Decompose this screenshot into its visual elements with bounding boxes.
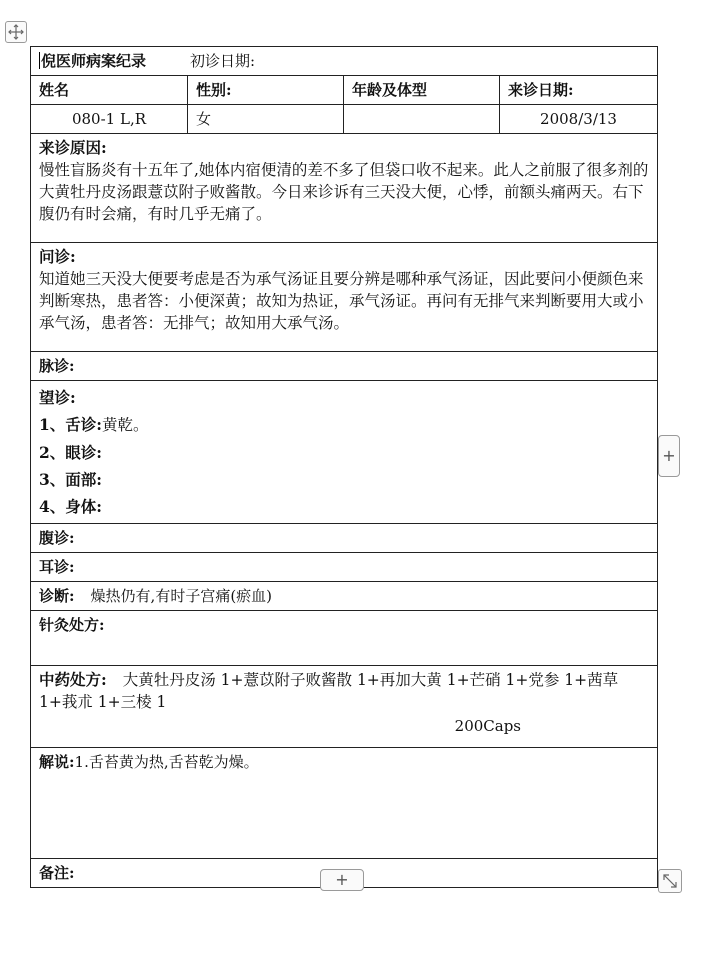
acupuncture-cell[interactable] [31, 611, 658, 666]
inquiry-row [31, 243, 658, 352]
reason-text: 慢性盲肠炎有十五年了,她体内宿便清的差不多了但袋口收不起来。此人之前服了很多剂的大黄牡丹皮汤跟薏苡附子败酱散。今日来诊诉有三天没大便，心悸，前额头痛两天。右下腹仍有时会痛，有时几乎无痛了。 [39, 161, 649, 223]
ear-cell[interactable] [31, 553, 658, 582]
name-header[interactable]: 姓名 [31, 76, 188, 105]
abdomen-label: 腹诊: [39, 529, 75, 547]
notes-label: 备注: [39, 864, 75, 882]
abdomen-cell[interactable] [31, 524, 658, 553]
reason-row [31, 134, 658, 243]
table-resize-handle[interactable] [658, 869, 682, 893]
herbal-cell[interactable] [31, 666, 658, 748]
acupuncture-row [31, 611, 658, 666]
inquiry-cell[interactable] [31, 243, 658, 352]
reason-label: 来诊原因: [39, 138, 107, 157]
inquiry-text: 知道她三天没大便要考虑是否为承气汤证且要分辨是哪种承气汤证，因此要问小便颜色来判断寒热，患者答：小便深黄；故知为热证，承气汤证。再问有无排气来判断要用大或小承气汤，患者答：无排气；故知用大承气汤。 [39, 270, 644, 332]
record-title: 倪医师病案纪录 [41, 52, 147, 70]
patient-name-cell[interactable]: 080-1 L,R [31, 105, 188, 134]
eye-label: 2、眼诊: [39, 443, 103, 462]
tongue-value: 黄乾。 [102, 416, 149, 434]
medical-record-table [30, 46, 658, 888]
ear-row [31, 553, 658, 582]
gender-header[interactable]: 性别: [188, 76, 344, 105]
ear-label: 耳诊: [39, 558, 75, 576]
diagnosis-row [31, 582, 658, 611]
explanation-text: 1.舌苔黄为热,舌苔乾为燥。 [74, 753, 259, 771]
tongue-label: 1、舌诊: [39, 415, 103, 434]
text-cursor [39, 52, 40, 69]
herbal-text: 大黄牡丹皮汤 1+薏苡附子败酱散 1+再加大黄 1+芒硝 1+党参 1+茜草 1+莪朮 1+三棱 1 [39, 671, 619, 711]
diagnosis-label: 诊断: [39, 587, 75, 605]
header-row [31, 76, 658, 105]
explanation-label: 解说: [39, 753, 75, 771]
plus-icon: + [662, 446, 676, 465]
move-cross-arrows-icon [6, 22, 26, 42]
title-row [31, 47, 658, 76]
acupuncture-label: 针灸处方: [39, 616, 105, 634]
pulse-label: 脉诊: [39, 357, 75, 375]
table-move-handle[interactable] [5, 21, 27, 43]
inquiry-label: 问诊: [39, 247, 76, 266]
patient-visit-date-cell[interactable]: 2008/3/13 [500, 105, 658, 134]
herbal-dosage: 200Caps [454, 717, 522, 735]
observation-label: 望诊: [39, 388, 76, 407]
visit-date-header[interactable]: 来诊日期: [500, 76, 658, 105]
resize-diagonal-arrows-icon [659, 870, 681, 892]
title-cell[interactable] [31, 47, 658, 76]
patient-row [31, 105, 658, 134]
plus-icon: + [335, 870, 349, 889]
add-column-button[interactable] [658, 435, 680, 477]
explanation-row [31, 748, 658, 859]
patient-age-body-cell[interactable] [344, 105, 500, 134]
age-body-header[interactable]: 年龄及体型 [344, 76, 500, 105]
diagnosis-text: 燥热仍有,有时子宫痛(瘀血) [90, 587, 273, 605]
observation-cell[interactable] [31, 381, 658, 524]
add-row-button[interactable] [320, 869, 364, 891]
body-label: 4、身体: [39, 497, 103, 516]
reason-cell[interactable] [31, 134, 658, 243]
pulse-cell[interactable] [31, 352, 658, 381]
observation-row [31, 381, 658, 524]
face-label: 3、面部: [39, 470, 103, 489]
first-visit-label: 初诊日期: [190, 52, 256, 70]
herbal-label: 中药处方: [39, 670, 107, 689]
explanation-cell[interactable] [31, 748, 658, 859]
diagnosis-cell[interactable] [31, 582, 658, 611]
tongue-line [39, 411, 649, 439]
pulse-row [31, 352, 658, 381]
abdomen-row [31, 524, 658, 553]
patient-gender-cell[interactable]: 女 [188, 105, 344, 134]
herbal-row [31, 666, 658, 748]
